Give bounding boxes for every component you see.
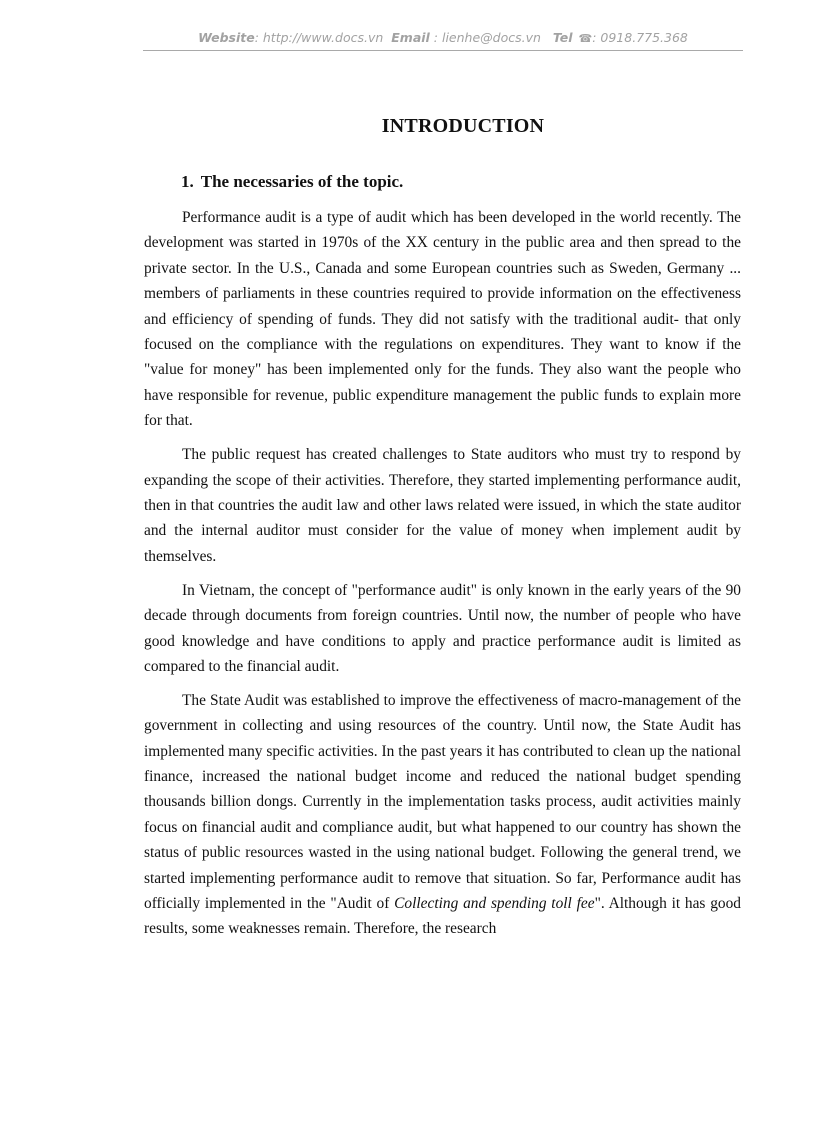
page-header — [143, 30, 743, 45]
tel-label: Tel — [552, 30, 573, 45]
tel-value: : 0918.775.368 — [592, 30, 688, 45]
section-title: The necessaries of the topic. — [200, 172, 404, 191]
paragraph — [144, 688, 741, 942]
page-title: INTRODUCTION — [381, 115, 545, 137]
section-number: 1. — [181, 172, 194, 191]
email-label: Email — [391, 30, 430, 45]
paragraph: Performance audit is a type of audit which has been developed in the world recently. The development was started in 1970s of the XX century in the public area and then spread to the private sector. In the U.S., Canada and some European countries such as Sweden, Germany ... members of parliaments in these countries required to provide information on the effectiveness and efficiency of spending of funds. They did not satisfy with the traditional audit- that only focused on the compliance with the regulations on expenditures. They want to know if the "value for money" has been implemented only for the funds. They also want the people who have responsible for revenue, public expenditure management the public funds to explain more for that. — [144, 209, 741, 430]
italic-phrase: Collecting and spending toll fee — [394, 895, 595, 913]
paragraph-text: ". Although it has good results, some weaknesses remain. Therefore, the research — [144, 895, 741, 938]
body-text — [144, 205, 741, 950]
website-value: : http://www.docs.vn — [254, 30, 384, 45]
header-divider — [143, 50, 743, 51]
website-label: Website — [198, 30, 255, 45]
paragraph-text: The State Audit was established to improve the effectiveness of macro-management of the government in collecting and using resources of the country. Until now, the State Audit has implemented many specific activities. In the past years it has contributed to clean up the national finance, increased the national budget income and reduced the national budget spending thousands billion dongs. Currently in the implementation tasks process, audit activities mainly focus on financial audit and compliance audit, but what happened to our country has shown the status of public resources wasted in the using national budget. Following the general trend, we started implementing performance audit to remove that situation. So far, Performance audit has officially implemented in the "Audit of — [144, 691, 741, 913]
paragraph: The public request has created challenges to State auditors who must try to respond by expanding the scope of their activities. Therefore, they started implementing performance audit, then in that countries the audit law and other laws related were issued, in which the state auditor and the internal auditor must consider for the value of money when implement audit by themselves. — [144, 446, 741, 565]
section-heading — [181, 172, 403, 192]
phone-icon: ☎ — [578, 32, 593, 45]
email-value: : lienhe@docs.vn — [429, 30, 541, 45]
paragraph: In Vietnam, the concept of "performance audit" is only known in the early years of the 90 decade through documents from foreign countries. Until now, the number of people who have good knowledge and have conditions to apply and practice performance audit is limited as compared to the financial audit. — [144, 581, 741, 675]
